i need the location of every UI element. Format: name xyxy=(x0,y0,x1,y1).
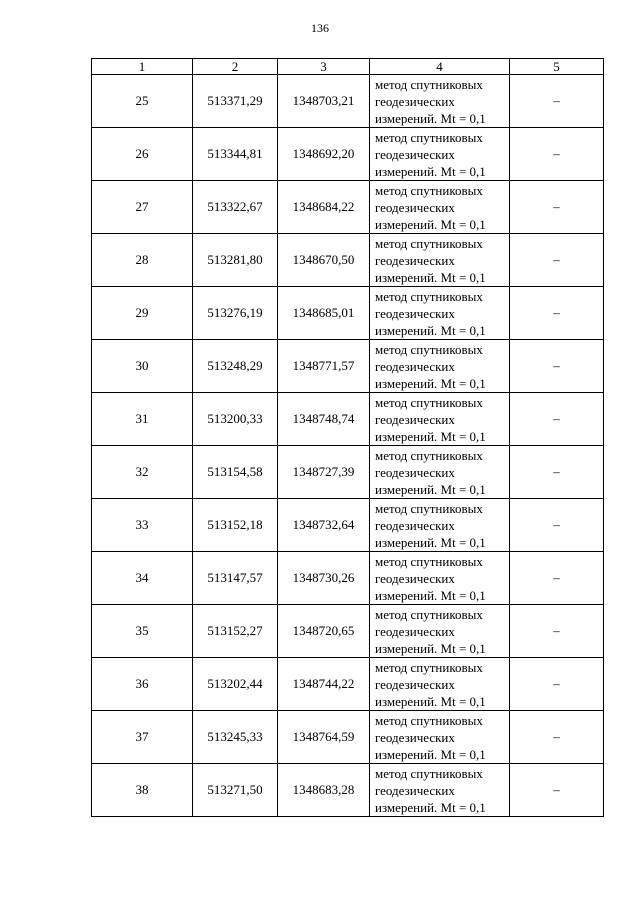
method-cell xyxy=(370,711,510,764)
point-number-cell: 30 xyxy=(92,340,193,393)
x-coordinate-cell: 513344,81 xyxy=(193,128,278,181)
table-row xyxy=(92,711,604,764)
x-coordinate-cell: 513202,44 xyxy=(193,658,278,711)
x-coordinate-cell: 513271,50 xyxy=(193,764,278,817)
y-coordinate-cell: 1348703,21 xyxy=(278,75,370,128)
y-coordinate-cell: 1348670,50 xyxy=(278,234,370,287)
x-coordinate-cell: 513245,33 xyxy=(193,711,278,764)
method-text-line: измерений. Mt = 0,1 xyxy=(375,481,486,497)
method-text-line: метод спутниковых xyxy=(375,712,483,728)
point-number-cell: 34 xyxy=(92,552,193,605)
method-text-line: геодезических xyxy=(375,305,455,321)
method-text-line: измерений. Mt = 0,1 xyxy=(375,693,486,709)
method-cell xyxy=(370,340,510,393)
method-cell xyxy=(370,234,510,287)
method-text-line: метод спутниковых xyxy=(375,765,483,781)
table-header-row xyxy=(92,59,604,75)
column-header: 3 xyxy=(278,59,370,75)
point-number-cell: 35 xyxy=(92,605,193,658)
method-text-line: измерений. Mt = 0,1 xyxy=(375,587,486,603)
method-text-line: геодезических xyxy=(375,199,455,215)
column-header: 4 xyxy=(370,59,510,75)
x-coordinate-cell: 513371,29 xyxy=(193,75,278,128)
method-text-line: метод спутниковых xyxy=(375,76,483,92)
method-cell xyxy=(370,552,510,605)
method-cell xyxy=(370,764,510,817)
table-row xyxy=(92,128,604,181)
column-header: 5 xyxy=(510,59,604,75)
method-text-line: метод спутниковых xyxy=(375,553,483,569)
x-coordinate-cell: 513276,19 xyxy=(193,287,278,340)
table-row xyxy=(92,446,604,499)
method-text-line: измерений. Mt = 0,1 xyxy=(375,799,486,815)
y-coordinate-cell: 1348748,74 xyxy=(278,393,370,446)
point-number-cell: 31 xyxy=(92,393,193,446)
table-row xyxy=(92,393,604,446)
y-coordinate-cell: 1348720,65 xyxy=(278,605,370,658)
table-row xyxy=(92,499,604,552)
method-text-line: измерений. Mt = 0,1 xyxy=(375,428,486,444)
y-coordinate-cell: 1348685,01 xyxy=(278,287,370,340)
method-cell xyxy=(370,75,510,128)
method-cell xyxy=(370,605,510,658)
note-cell: – xyxy=(510,499,604,552)
method-cell xyxy=(370,658,510,711)
point-number-cell: 29 xyxy=(92,287,193,340)
table-row xyxy=(92,75,604,128)
method-text-line: измерений. Mt = 0,1 xyxy=(375,216,486,232)
x-coordinate-cell: 513152,27 xyxy=(193,605,278,658)
method-text-line: геодезических xyxy=(375,464,455,480)
table-row xyxy=(92,234,604,287)
y-coordinate-cell: 1348727,39 xyxy=(278,446,370,499)
column-header: 2 xyxy=(193,59,278,75)
point-number-cell: 37 xyxy=(92,711,193,764)
table-row xyxy=(92,552,604,605)
table-row xyxy=(92,764,604,817)
point-number-cell: 26 xyxy=(92,128,193,181)
note-cell: – xyxy=(510,128,604,181)
method-text-line: метод спутниковых xyxy=(375,606,483,622)
column-header: 1 xyxy=(92,59,193,75)
method-text-line: геодезических xyxy=(375,729,455,745)
note-cell: – xyxy=(510,75,604,128)
y-coordinate-cell: 1348732,64 xyxy=(278,499,370,552)
method-text-line: геодезических xyxy=(375,676,455,692)
method-cell xyxy=(370,287,510,340)
point-number-cell: 28 xyxy=(92,234,193,287)
y-coordinate-cell: 1348692,20 xyxy=(278,128,370,181)
x-coordinate-cell: 513248,29 xyxy=(193,340,278,393)
x-coordinate-cell: 513200,33 xyxy=(193,393,278,446)
note-cell: – xyxy=(510,181,604,234)
point-number-cell: 33 xyxy=(92,499,193,552)
note-cell: – xyxy=(510,234,604,287)
table-row xyxy=(92,605,604,658)
table-row xyxy=(92,340,604,393)
method-text-line: метод спутниковых xyxy=(375,182,483,198)
table-row xyxy=(92,287,604,340)
note-cell: – xyxy=(510,658,604,711)
x-coordinate-cell: 513154,58 xyxy=(193,446,278,499)
y-coordinate-cell: 1348744,22 xyxy=(278,658,370,711)
note-cell: – xyxy=(510,393,604,446)
y-coordinate-cell: 1348683,28 xyxy=(278,764,370,817)
method-text-line: метод спутниковых xyxy=(375,235,483,251)
x-coordinate-cell: 513322,67 xyxy=(193,181,278,234)
method-text-line: геодезических xyxy=(375,252,455,268)
method-text-line: измерений. Mt = 0,1 xyxy=(375,534,486,550)
method-cell xyxy=(370,499,510,552)
method-text-line: измерений. Mt = 0,1 xyxy=(375,746,486,762)
table-body xyxy=(92,75,604,817)
method-text-line: измерений. Mt = 0,1 xyxy=(375,110,486,126)
method-text-line: метод спутниковых xyxy=(375,500,483,516)
method-text-line: геодезических xyxy=(375,411,455,427)
x-coordinate-cell: 513281,80 xyxy=(193,234,278,287)
method-text-line: геодезических xyxy=(375,146,455,162)
y-coordinate-cell: 1348684,22 xyxy=(278,181,370,234)
note-cell: – xyxy=(510,711,604,764)
note-cell: – xyxy=(510,605,604,658)
method-cell xyxy=(370,128,510,181)
point-number-cell: 32 xyxy=(92,446,193,499)
method-text-line: измерений. Mt = 0,1 xyxy=(375,163,486,179)
point-number-cell: 38 xyxy=(92,764,193,817)
method-text-line: геодезических xyxy=(375,517,455,533)
method-text-line: измерений. Mt = 0,1 xyxy=(375,640,486,656)
note-cell: – xyxy=(510,552,604,605)
x-coordinate-cell: 513147,57 xyxy=(193,552,278,605)
note-cell: – xyxy=(510,446,604,499)
note-cell: – xyxy=(510,764,604,817)
method-cell xyxy=(370,446,510,499)
method-text-line: метод спутниковых xyxy=(375,288,483,304)
x-coordinate-cell: 513152,18 xyxy=(193,499,278,552)
point-number-cell: 25 xyxy=(92,75,193,128)
method-text-line: измерений. Mt = 0,1 xyxy=(375,269,486,285)
method-text-line: геодезических xyxy=(375,358,455,374)
method-text-line: геодезических xyxy=(375,623,455,639)
method-text-line: метод спутниковых xyxy=(375,341,483,357)
note-cell: – xyxy=(510,287,604,340)
method-text-line: метод спутниковых xyxy=(375,394,483,410)
method-text-line: геодезических xyxy=(375,570,455,586)
method-text-line: геодезических xyxy=(375,93,455,109)
table-row xyxy=(92,658,604,711)
method-text-line: измерений. Mt = 0,1 xyxy=(375,322,486,338)
note-cell: – xyxy=(510,340,604,393)
table-row xyxy=(92,181,604,234)
point-number-cell: 27 xyxy=(92,181,193,234)
method-cell xyxy=(370,181,510,234)
y-coordinate-cell: 1348730,26 xyxy=(278,552,370,605)
y-coordinate-cell: 1348764,59 xyxy=(278,711,370,764)
method-text-line: метод спутниковых xyxy=(375,129,483,145)
method-cell xyxy=(370,393,510,446)
y-coordinate-cell: 1348771,57 xyxy=(278,340,370,393)
coordinates-table xyxy=(91,58,604,817)
method-text-line: измерений. Mt = 0,1 xyxy=(375,375,486,391)
method-text-line: метод спутниковых xyxy=(375,659,483,675)
point-number-cell: 36 xyxy=(92,658,193,711)
method-text-line: метод спутниковых xyxy=(375,447,483,463)
method-text-line: геодезических xyxy=(375,782,455,798)
page-number: 136 xyxy=(311,21,329,35)
